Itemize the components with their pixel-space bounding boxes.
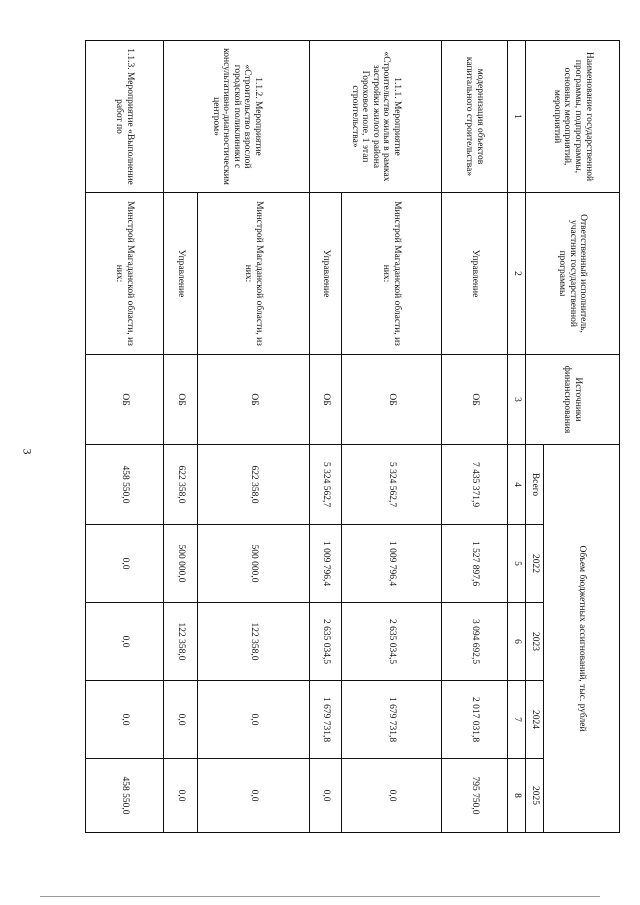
row-source: ОБ [86,355,164,445]
row-2023: 122 358,0 [164,603,198,681]
row-source: ОБ [310,355,342,445]
header-2025: 2025 [526,759,544,833]
row-2022: 1 527 897,6 [442,525,508,603]
row-2024: 2 017 031,8 [442,681,508,759]
header-executor: Ответственный исполнитель, участник государственной программы [526,193,620,355]
row-2024: 0,0 [198,681,310,759]
header-source: Источники финансирования [526,355,620,445]
row-2024: 0,0 [86,681,164,759]
row-2023: 3 094 692,5 [442,603,508,681]
row-executor: Управление [164,193,198,355]
row-executor: Управление [442,193,508,355]
bottom-rule [40,896,600,897]
row-name: 1.1.3. Мероприятие «Выполнение работ по [86,41,164,193]
column-number: 4 [508,445,526,525]
row-source: ОБ [198,355,310,445]
column-number: 3 [508,355,526,445]
column-number: 8 [508,759,526,833]
row-2024: 1 679 731,8 [310,681,342,759]
column-number: 7 [508,681,526,759]
row-executor: Минстрой Магаданской области, из них: [198,193,310,355]
row-2024: 0,0 [164,681,198,759]
column-number: 6 [508,603,526,681]
row-2025: 0,0 [310,759,342,833]
row-source: ОБ [442,355,508,445]
row-name: модернизация объектов капитального строительства» [442,41,508,193]
table-row [342,41,442,833]
row-2022: 0,0 [86,525,164,603]
row-2023: 122 358,0 [198,603,310,681]
row-total: 5 324 562,7 [342,445,442,525]
row-2023: 2 635 034,5 [342,603,442,681]
row-executor: Управление [310,193,342,355]
row-name: 1.1.2. Мероприятие «Строительство взрослой городской поликлиники с консультативно-диагностическим центром» [164,41,310,193]
rotated-table-wrapper [86,40,620,832]
header-volume: Объем бюджетных ассигнований, тыс. рублей [544,445,620,833]
table-row [442,41,508,833]
row-2025: 0,0 [164,759,198,833]
header-name: Наименование государственной программы, подпрограммы, основных мероприятий, мероприятий [526,41,620,193]
row-total: 622 358,0 [164,445,198,525]
row-2022: 1 009 796,4 [342,525,442,603]
header-total: Всего [526,445,544,525]
header-2022: 2022 [526,525,544,603]
header-2024: 2024 [526,681,544,759]
row-total: 622 358,0 [198,445,310,525]
row-2023: 2 635 034,5 [310,603,342,681]
row-name: 1.1.1. Мероприятие «Строительство жилья в рамках застройки жилого района Гороховое поле, 1 этап строительства» [310,41,442,193]
page-number: 3 [20,448,35,455]
row-executor: Минстрой Магаданской области, из них: [342,193,442,355]
budget-table [85,40,620,833]
row-2022: 1 009 796,4 [310,525,342,603]
header-row-1 [544,41,620,833]
table-row [198,41,310,833]
row-2024: 1 679 731,8 [342,681,442,759]
column-number: 5 [508,525,526,603]
row-2025: 795 750,0 [442,759,508,833]
row-2025: 458 550,0 [86,759,164,833]
column-number: 1 [508,41,526,193]
column-number-row [508,41,526,833]
row-2023: 0,0 [86,603,164,681]
row-2025: 0,0 [342,759,442,833]
row-total: 7 435 371,9 [442,445,508,525]
table-row [86,41,164,833]
row-2025: 0,0 [198,759,310,833]
row-total: 5 324 562,7 [310,445,342,525]
row-2022: 500 000,0 [164,525,198,603]
row-2022: 500 000,0 [198,525,310,603]
header-2023: 2023 [526,603,544,681]
column-number: 2 [508,193,526,355]
row-executor: Минстрой Магаданской области, из них: [86,193,164,355]
row-source: ОБ [164,355,198,445]
row-source: ОБ [342,355,442,445]
row-total: 458 550,0 [86,445,164,525]
